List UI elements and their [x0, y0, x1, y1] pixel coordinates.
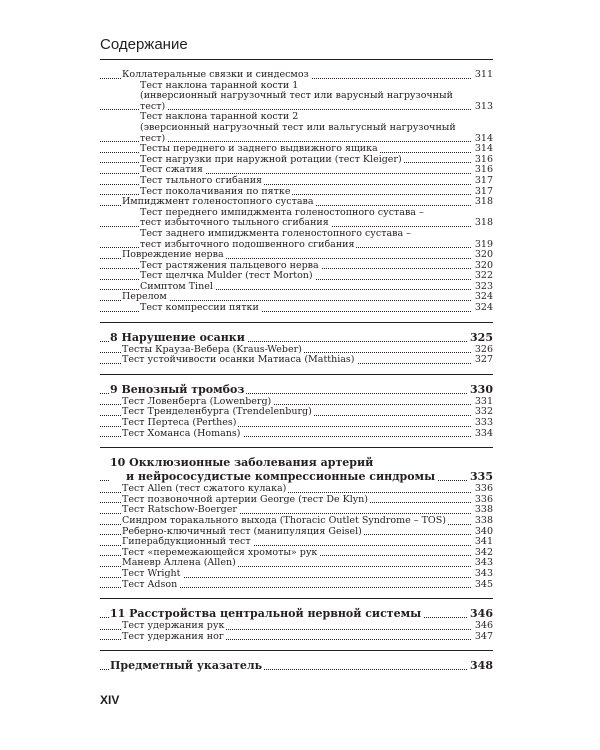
toc-entry[interactable] [100, 81, 493, 113]
entry-title: Тест Тренделенбурга (Trendelenburg) [122, 406, 312, 418]
page-ref: 347 [474, 630, 493, 642]
entry-title: Тест Adson [122, 578, 178, 590]
page-ref: 331 [474, 395, 493, 407]
entry-title: Тест «перемежающейся хромоты» рук [122, 546, 318, 558]
chapter-title: Предметный указатель [110, 659, 263, 673]
page-ref: 342 [474, 546, 493, 558]
chapter-heading[interactable] [100, 456, 493, 484]
entry-title: Синдром торакального выхода (Thoracic Outlet Syndrome – TOS) [122, 515, 446, 526]
entry-title: Тест щелчка Mulder (тест Morton) [140, 270, 313, 282]
page-ref: 320 [474, 249, 493, 261]
entry-title: Тест наклона таранной кости 1 [140, 81, 471, 92]
table-of-contents [100, 70, 493, 673]
toc-entry[interactable] [100, 112, 493, 144]
entry-title: Тест устойчивости осанки Матиаса (Matthias) [122, 354, 355, 366]
entry-title: Тест компрессии пятки [140, 302, 259, 314]
toc-entry[interactable] [100, 569, 493, 580]
entry-title: Тест растяжения пальцевого нерва [140, 259, 319, 271]
section-divider [100, 598, 493, 599]
page-ref: 335 [470, 470, 493, 484]
header-rule [100, 59, 493, 60]
page-ref: 325 [470, 330, 493, 344]
toc-entry[interactable] [100, 176, 493, 187]
page-ref: 313 [474, 100, 493, 112]
toc-entry[interactable] [100, 208, 493, 229]
entry-title: Тест Пертеса (Perthes) [122, 417, 237, 429]
entry-title: Гиперабдукционный тест [122, 536, 251, 548]
page-ref: 320 [474, 259, 493, 271]
page-ref: 338 [474, 515, 493, 526]
page-ref: 318 [474, 196, 493, 208]
section-divider [100, 374, 493, 375]
entry-title: Тест удержания ног [122, 630, 224, 642]
chapter-heading[interactable] [100, 383, 493, 397]
entry-title: Маневр Аллена (Allen) [122, 557, 236, 569]
toc-entry[interactable] [100, 303, 493, 314]
toc-entry[interactable] [100, 70, 493, 81]
page-ref: 343 [474, 557, 493, 569]
page-ref: 323 [474, 280, 493, 292]
page-ref: 330 [470, 382, 493, 396]
page-ref: 317 [474, 185, 493, 197]
entry-title: (эверсионный нагрузочный тест или вальгусный нагрузочный тест) [140, 121, 456, 144]
entry-title: Тест заднего импиджмента голеностопного сустава – [140, 229, 471, 240]
entry-title: Тест переднего импиджмента голеностопного сустава – [140, 208, 471, 219]
entry-title: тест избыточного тыльного сгибания [140, 217, 329, 229]
entry-title: Реберно-ключичный тест (манипуляция Geisel) [122, 525, 362, 537]
page-ref: 336 [474, 483, 493, 495]
page-ref: 319 [474, 238, 493, 250]
page-ref: 316 [474, 164, 493, 176]
page-ref: 324 [474, 291, 493, 303]
toc-entry[interactable] [100, 580, 493, 591]
page-ref: 348 [470, 659, 493, 673]
page-ref: 322 [474, 270, 493, 282]
page-number: XIV [100, 693, 120, 707]
page-ref: 311 [474, 69, 493, 80]
page-ref: 317 [474, 174, 493, 186]
page-ref: 327 [474, 354, 493, 366]
page-ref: 318 [474, 217, 493, 229]
entry-title: Тест Allen (тест сжатого кулака) [122, 483, 287, 495]
entry-title: Тест нагрузки при наружной ротации (тест Kleiger) [140, 153, 402, 165]
page-ref: 332 [474, 406, 493, 418]
toc-entry[interactable] [100, 516, 493, 527]
entry-title: Тест сжатия [140, 164, 203, 176]
entry-title: Тест Хоманса (Homans) [122, 427, 241, 439]
page-ref: 324 [474, 302, 493, 314]
entry-title: тест избыточного подошвенного сгибания [140, 238, 355, 250]
page-ref: 326 [474, 343, 493, 355]
page-ref: 345 [474, 578, 493, 590]
page-ref: 343 [474, 567, 493, 579]
page-ref: 314 [474, 143, 493, 155]
entry-title: Перелом [122, 291, 167, 303]
page-ref: 346 [470, 607, 493, 621]
section-divider [100, 322, 493, 323]
page-ref: 340 [474, 525, 493, 537]
entry-title: Тест Ratschow-Boerger [122, 504, 237, 516]
toc-entry[interactable] [100, 355, 493, 366]
page-title: Содержание [100, 36, 188, 53]
entry-title: Тест наклона таранной кости 2 [140, 112, 471, 123]
toc-entry[interactable] [100, 229, 493, 250]
chapter-heading[interactable] [100, 331, 493, 345]
page-ref: 333 [474, 417, 493, 429]
section-divider [100, 447, 493, 448]
chapter-title: 8 Нарушение осанки [110, 330, 245, 344]
toc-entry[interactable] [100, 429, 493, 440]
page-ref: 334 [474, 427, 493, 439]
entry-title: Тесты Крауза-Вебера (Kraus-Weber) [122, 343, 302, 355]
entry-title: Тесты переднего и заднего выдвижного ящика [140, 143, 378, 155]
index-entry[interactable] [100, 659, 493, 673]
page-ref: 316 [474, 153, 493, 165]
page-ref: 336 [474, 493, 493, 505]
entry-title: Импиджмент голеностопного сустава [122, 196, 314, 208]
entry-title: Тест Ловенберга (Lowenberg) [122, 395, 272, 407]
entry-title: (инверсионный нагрузочный тест или варусный нагрузочный тест) [140, 90, 453, 112]
entry-title: Тест позвоночной артерии George (тест De Klyn) [122, 493, 368, 505]
chapter-title: 9 Венозный тромбоз [110, 382, 245, 396]
section-divider [100, 650, 493, 651]
page-ref: 346 [474, 620, 493, 632]
entry-title: Тест поколачивания по пятке [140, 185, 291, 197]
chapter-title: 10 Окклюзионные заболевания артерий [110, 456, 467, 470]
page-ref: 314 [474, 132, 493, 144]
chapter-title: и нейрососудистые компрессионные синдромы [110, 470, 437, 484]
toc-entry[interactable] [100, 632, 493, 643]
entry-title: Тест тыльного сгибания [140, 174, 263, 186]
page-ref: 338 [474, 504, 493, 516]
page-ref: 341 [474, 536, 493, 548]
entry-title: Тест удержания рук [122, 620, 225, 632]
chapter-title: 11 Расстройства центральной нервной системы [110, 607, 422, 621]
entry-title: Тест Wright [122, 567, 181, 579]
entry-title: Коллатеральные связки и синдесмоз [122, 69, 309, 80]
entry-title: Повреждение нерва [122, 249, 224, 261]
entry-title: Симптом Tinel [140, 280, 213, 292]
